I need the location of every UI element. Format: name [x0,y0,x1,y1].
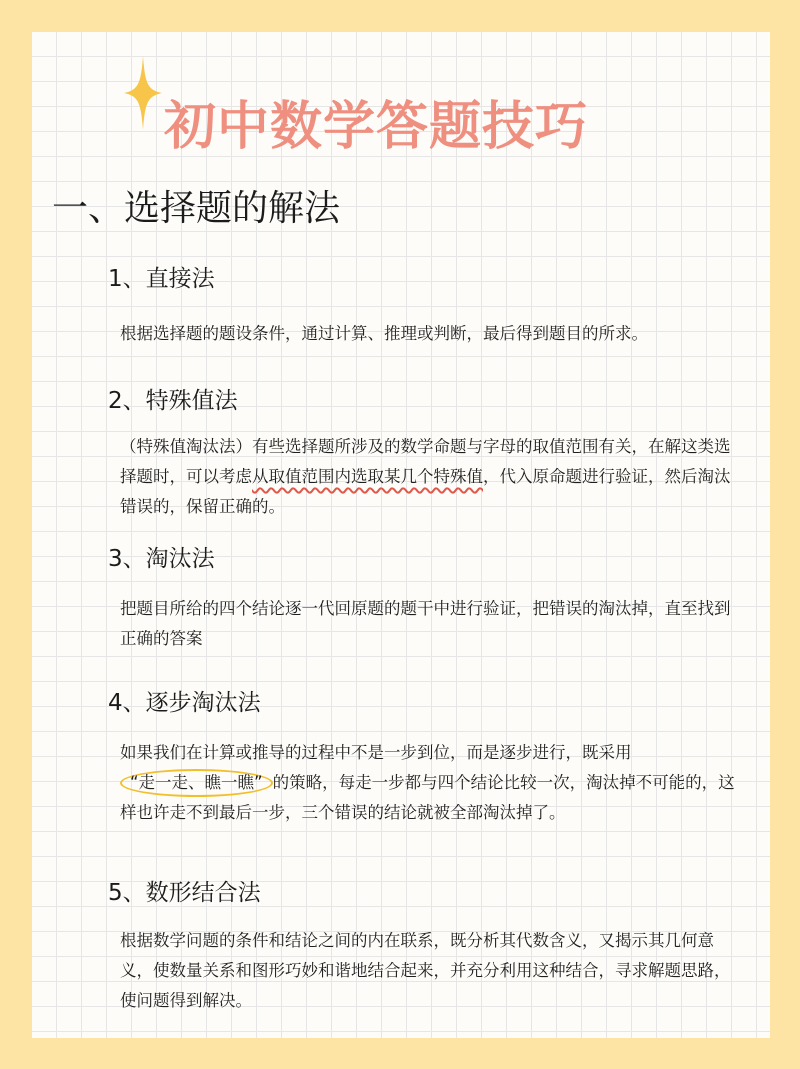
section-heading: 一、选择题的解法 [52,188,341,229]
method-text-direct: 根据选择题的题设条件，通过计算、推理或判断，最后得到题目的所求。 [120,324,648,343]
method-text-special-value: （特殊值淘汰法）有些选择题所涉及的数学命题与字母的取值范围有关，在解这类选择题时，可以考虑从取值范围内选取某几个特殊值，代入原命题进行验证，然后淘汰错误的，保留正确的。 [120,437,731,516]
method-label-direct: 1、直接法 [104,260,219,293]
note-sheet [32,32,770,1038]
method-label-geometry: 5、数形结合法 [104,874,265,907]
page-title: 初中数学答题技巧 [164,97,589,157]
circled-phrase: “走一走、瞧一瞧” [120,769,273,797]
method-text-stepwise: 如果我们在计算或推导的过程中不是一步到位，而是逐步进行，既采用“走一走、瞧一瞧” 的策略，每走一步都与四个结论比较一次，淘汰掉不可能的，这样也许走不到最后一步，三个错误的结论就被全部淘汰掉了。 [120,743,735,822]
sparkle-icon [122,54,164,132]
method-label-elimination: 3、淘汰法 [104,540,219,573]
method-text-elimination: 把题目所给的四个结论逐一代回原题的题干中进行验证，把错误的淘汰掉，直至找到正确的答案 [120,599,731,648]
method-label-special-value: 2、特殊值法 [104,382,242,415]
method-label-stepwise: 4、逐步淘汰法 [104,684,265,717]
wavy-underlined-phrase: 从取值范围内选取某几个特殊值 [252,467,483,486]
method-text-geometry: 根据数学问题的条件和结论之间的内在联系，既分析其代数含义，又揭示其几何意义，使数量关系和图形巧妙和谐地结合起来，并充分利用这种结合，寻求解题思路，使问题得到解决。 [120,931,731,1010]
